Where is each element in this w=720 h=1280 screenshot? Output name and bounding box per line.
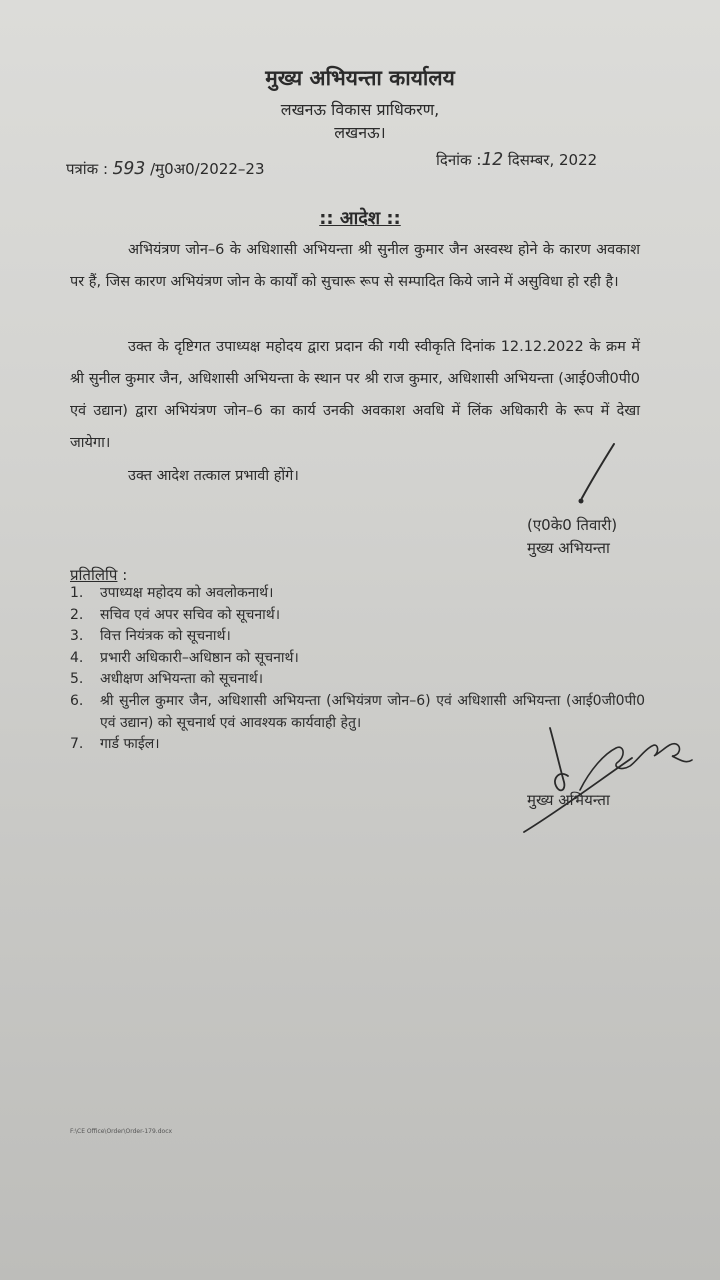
order-paragraph-1: अभियंत्रण जोन–6 के अधिशासी अभियन्ता श्री सुनील कुमार जैन अस्वस्थ होने के कारण अवकाश पर हैं, जिस कारण अभियंत्रण जोन के कार्यों को सुचारू रूप से सम्पादित किये जाने में असुविधा हो रही है। [70,242,640,290]
reference-suffix: /मु0अ0/2022–23 [150,160,265,178]
list-item [70,583,645,605]
second-signatory-designation: मुख्य अभियन्ता [527,791,610,809]
list-item [70,648,645,670]
copy-heading-colon: : [117,566,128,584]
signatory-designation: मुख्य अभियन्ता [527,539,610,557]
list-item-text: अधीक्षण अभियन्ता को सूचनार्थ। [100,671,264,688]
list-item-number: 6. [70,692,84,709]
list-item-text: सचिव एवं अपर सचिव को सूचनार्थ। [100,606,281,623]
list-item [70,605,645,627]
reference-handwritten-number: 593 [112,158,146,179]
list-item-number: 3. [70,628,84,645]
list-item-text: श्री सुनील कुमार जैन, अधिशासी अभियन्ता (अभियंत्रण जोन–6) एवं अधिशासी अभियन्ता (आई0जी0पी0 एवं उद्यान) को सूचनार्थ एवं आवश्यक कार्यवाही हेतु। [100,692,645,731]
list-item-number: 1. [70,585,84,601]
list-item [70,626,645,648]
reference-number [66,158,265,179]
reference-label: पत्रांक : [66,160,109,178]
order-heading [0,206,720,230]
signatory-name: (ए0के0 तिवारी) [527,516,618,534]
order-paragraph-2: उक्त के दृष्टिगत उपाध्यक्ष महोदय द्वारा प्रदान की गयी स्वीकृति दिनांक 12.12.2022 के क्रम में श्री सुनील कुमार जैन, अधिशासी अभियन्ता के स्थान पर श्री राज कुमार, अधिशासी अभियन्ता (आई0जी0पी0 एवं उद्यान) द्वारा अभियंत्रण जोन–6 का कार्य उनकी अवकाश अवधि में लिंक अधिकारी के रूप में देखा जायेगा। [70,339,640,451]
list-item-text: गार्ड फाईल। [100,736,160,753]
handwritten-signature [520,720,700,840]
list-item-number: 4. [70,649,84,666]
copy-heading-label: प्रतिलिपि [70,566,118,584]
file-path-footer: F:\CE Office\Order\Order-179.docx [70,1128,173,1135]
order-heading-text: :: आदेश :: [319,208,401,229]
office-title: मुख्य अभियन्ता कार्यालय [265,66,455,90]
date-label: दिनांक : [436,151,482,169]
list-item-text: प्रभारी अधिकारी–अधिष्ठान को सूचनार्थ। [100,649,299,666]
list-item-text: वित्त नियंत्रक को सूचनार्थ। [100,628,231,645]
list-item [70,669,645,691]
order-date [436,149,597,170]
list-item-number: 5. [70,671,84,688]
date-handwritten-day: 12 [481,149,504,170]
list-item-number: 7. [70,736,84,753]
order-paragraph-3: उक्त आदेश तत्काल प्रभावी होंगे। [128,468,299,484]
list-item-number: 2. [70,606,84,623]
list-item-text: उपाध्यक्ष महोदय को अवलोकनार्थ। [100,585,274,601]
signature-stroke [560,440,620,510]
authority-name: लखनऊ विकास प्राधिकरण, [280,100,440,119]
date-rest: दिसम्बर, 2022 [507,151,598,169]
copy-heading [70,565,127,585]
city-name: लखनऊ। [334,123,386,142]
